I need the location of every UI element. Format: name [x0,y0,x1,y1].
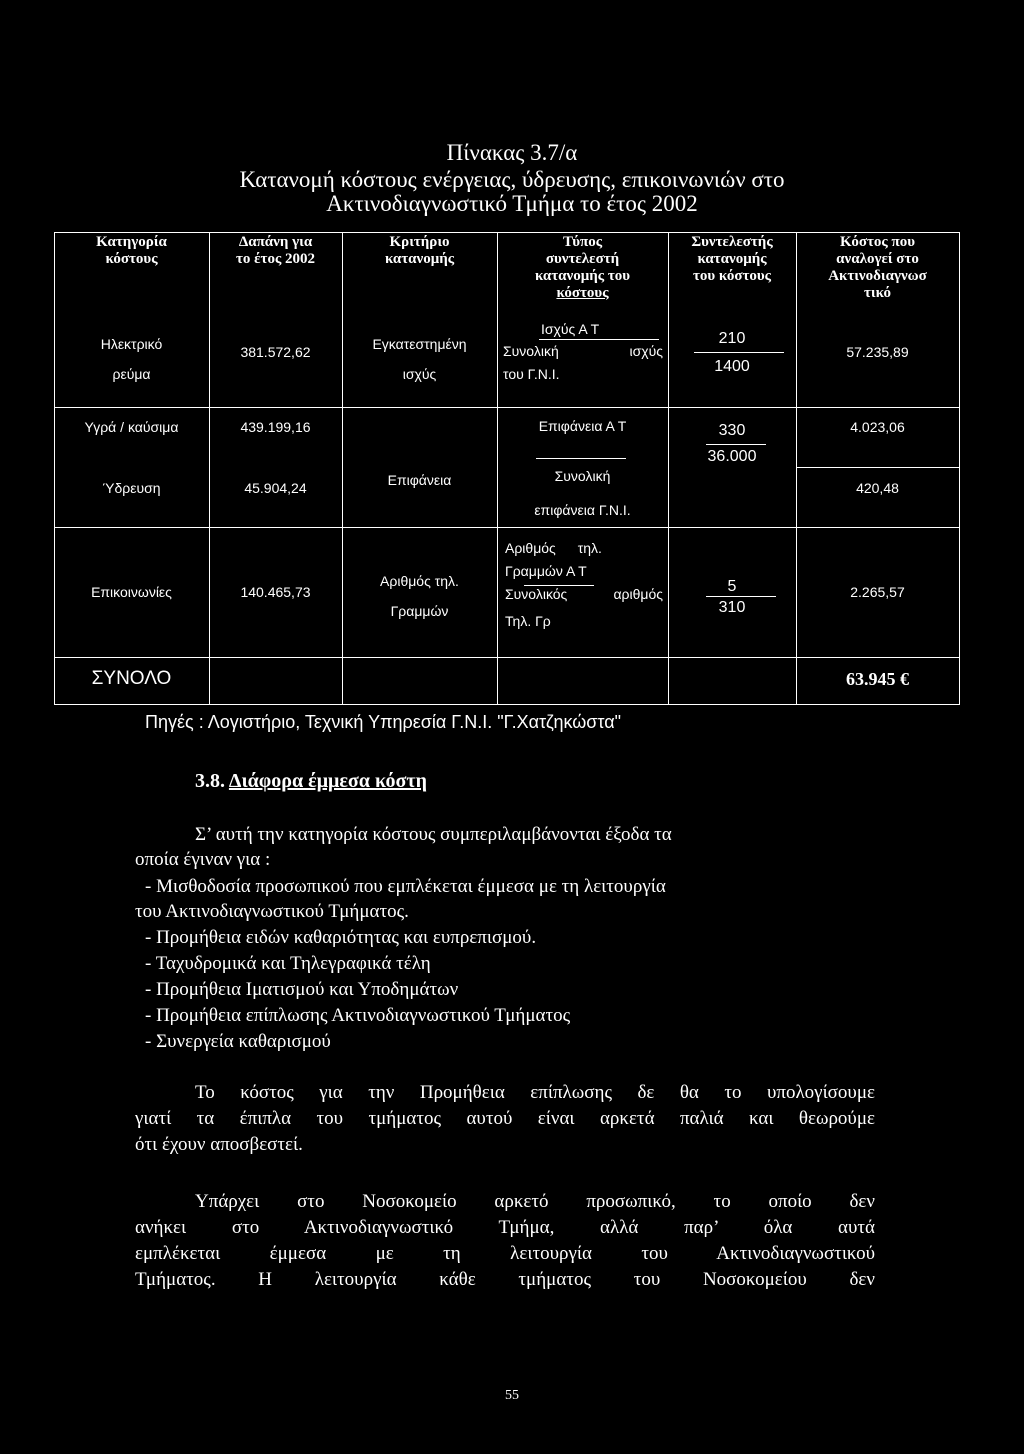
expense-fuel: 439.199,16 [240,419,311,435]
type-surface-denominator-1: Συνολική [554,468,611,484]
table-title-number: Πίνακας 3.7/α [446,140,578,165]
section-heading: 3.8. Διάφορα έμμεσα κόστη [195,770,427,792]
intro-line-2: οποία έγιναν για : [135,849,271,870]
list-item: - Ταχυδρομικά και Τηλεγραφικά τέλη [145,953,431,974]
cost-water: 420,48 [856,480,899,496]
header-type: Τύπος συντελεστή κατανομής του κόστους [534,234,631,301]
paragraph-1-line-2: γιατί τα έπιπλα του τμήματος αυτού είναι αρκετά παλιά και θεωρούμε [135,1108,875,1129]
type-electric: Ισχύς Α Τ Συνολική ισχύς του Γ.Ν.Ι. [503,321,663,382]
coefficient-comms-denominator: 310 [718,599,746,616]
type-surface-denominator-2: επιφάνεια Γ.Ν.Ι. [534,502,631,518]
intro-line-1: Σ’ αυτή την κατηγορία κόστους συμπεριλαμβάνονται έξοδα τα [195,824,672,845]
criterion-comms: Αριθμός τηλ. Γραμμών [380,573,459,619]
coefficient-surface-denominator: 36.000 [707,448,757,465]
criterion-electric: Εγκατεστημένη ισχύς [372,336,467,382]
table-title: Κατανομή κόστους ενέργειας, ύδρευσης, επικοινωνιών στο [239,167,785,192]
list-item: - Προμήθεια Ιματισμού και Υποδημάτων [145,979,459,1000]
coefficient-surface-numerator: 330 [718,422,746,439]
expense-comms: 140.465,73 [240,584,311,600]
paragraph-2-line-3: εμπλέκεται έμμεσα με τη λειτουργία του Ακτινοδιαγνωστικού [135,1243,875,1264]
category-electric: Ηλεκτρικό ρεύμα [100,336,163,382]
paragraph-2-line-1: Υπάρχει στο Νοσοκομείο αρκετό προσωπικό, το οποίο δεν [195,1191,875,1212]
table-subtitle: Ακτινοδιαγνωστικό Τμήμα το έτος 2002 [326,191,698,216]
header-cost: Κόστος που αναλογεί στο Ακτινοδιαγνωσ τικό [828,234,927,301]
list-item: - Μισθοδοσία προσωπικού που εμπλέκεται έμμεσα με τη λειτουργία [145,876,666,897]
paragraph-1-line-3: ότι έχουν αποσβεστεί. [135,1134,303,1155]
cost-allocation-table [54,232,959,705]
expense-water: 45.904,24 [244,480,307,496]
cost-fuel: 4.023,06 [850,419,905,435]
total-cost: 63.945 € [846,669,909,689]
list-item: - Συνεργεία καθαρισμού [145,1031,331,1052]
paragraph-2-line-4: Τμήματος. Η λειτουργία κάθε τμήματος του Νοσοκομείου δεν [135,1269,875,1290]
category-comms: Επικοινωνίες [91,584,172,600]
page-number: 55 [505,1388,519,1403]
list-item: - Προμήθεια επίπλωσης Ακτινοδιαγνωστικού Τμήματος [145,1005,571,1026]
header-criterion: Κριτήριο κατανομής [384,234,455,267]
paragraph-1-line-1: Το κόστος για την Προμήθεια επίπλωσης δε θα το υπολογίσουμε [195,1082,875,1103]
paragraph-2-line-2: ανήκει στο Ακτινοδιαγνωστικό Τμήμα, αλλά παρ’ όλα αυτά [135,1217,875,1238]
coefficient-electric-numerator: 210 [718,330,746,347]
header-expense: Δαπάνη για το έτος 2002 [235,234,316,267]
type-comms: Αριθμός τηλ. Γραμμών Α Τ Συνολικός αριθμός Τηλ. Γρ [505,540,663,629]
header-category: Κατηγορία κόστους [96,234,167,267]
header-coefficient: Συντελεστής κατανομής του κόστους [691,234,773,284]
list-item: - Προμήθεια ειδών καθαριότητας και ευπρεπισμού. [145,927,537,948]
coefficient-electric-denominator: 1400 [714,358,750,375]
expense-electric: 381.572,62 [240,344,311,360]
type-surface-numerator: Επιφάνεια Α Τ [538,418,627,434]
total-label: ΣΥΝΟΛΟ [91,668,172,689]
list-item-continued: του Ακτινοδιαγνωστικού Τμήματος. [135,901,409,922]
coefficient-comms-numerator: 5 [727,578,737,595]
cost-comms: 2.265,57 [850,584,905,600]
criterion-surface: Επιφάνεια [387,472,452,488]
category-water: Ύδρευση [102,480,161,496]
sources-note: Πηγές : Λογιστήριο, Τεχνική Υπηρεσία Γ.Ν.Ι. "Γ.Χατζηκώστα" [145,712,622,732]
cost-electric: 57.235,89 [846,344,909,360]
category-fuel: Υγρά / καύσιμα [84,419,179,435]
